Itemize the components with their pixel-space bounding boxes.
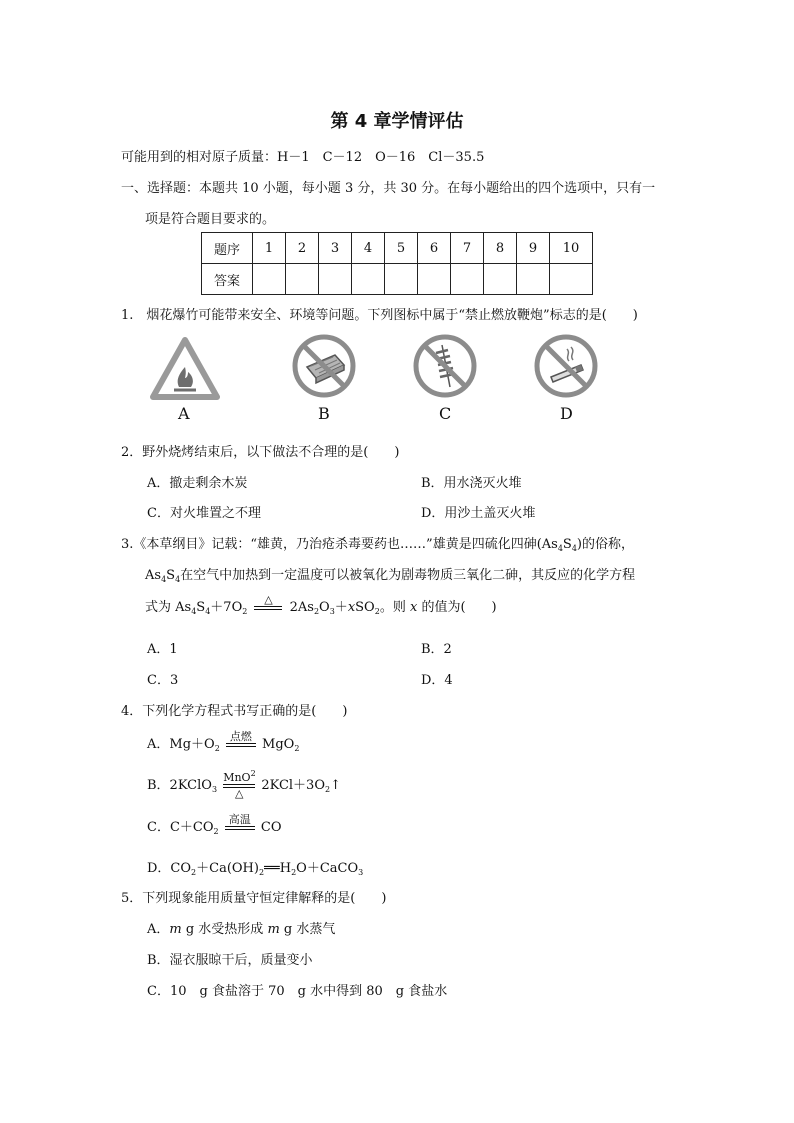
subscript: 2	[191, 868, 197, 877]
answer-cell[interactable]	[418, 264, 451, 295]
variable-m: m	[267, 922, 280, 937]
option-label-d: D	[560, 404, 573, 423]
answer-cell[interactable]	[253, 264, 286, 295]
eq-part: CO	[256, 820, 282, 835]
q3-line1-text: 3.《本草纲目》记载：“雄黄，乃治疮杀毒要药也……”雄黄是四硫化四砷(As	[121, 537, 558, 552]
eq-part: A．	[147, 922, 170, 937]
q2-option-d: D．用沙土盖灭火堆	[421, 506, 536, 521]
eq-part: C．C＋CO	[147, 820, 214, 835]
condition-text: 高温	[228, 813, 251, 826]
q2-text: 2．野外烧烤结束后，以下做法不合理的是( )	[121, 445, 400, 460]
q5-text: 5．下列现象能用质量守恒定律解释的是( )	[121, 891, 387, 906]
q2-option-c: C．对火堆置之不理	[147, 506, 261, 521]
answer-table-number: 1	[253, 233, 286, 264]
subscript: 2	[294, 744, 300, 753]
answer-table-number: 4	[352, 233, 385, 264]
reaction-condition-high-temp	[225, 814, 255, 841]
q3-line1: 3.《本草纲目》记载：“雄黄，乃治疮杀毒要药也……”雄黄是四硫化四砷$(As_4S_4)$的俗称，	[121, 537, 634, 553]
subscript: 2	[214, 744, 220, 753]
answer-table-header-label: 题序	[202, 233, 253, 264]
eq-part: ＋Ca(OH)	[196, 861, 259, 876]
answer-cell[interactable]	[385, 264, 418, 295]
answer-cell[interactable]	[517, 264, 550, 295]
q5-option-a	[147, 918, 335, 937]
subscript: 4	[205, 607, 211, 616]
answer-table-number: 8	[484, 233, 517, 264]
answer-cell[interactable]	[451, 264, 484, 295]
q1-text: 1. 烟花爆竹可能带来安全、环境等问题。下列图标中属于“禁止燃放鞭炮”标志的是( )	[121, 308, 638, 323]
answer-table-number: 6	[418, 233, 451, 264]
answer-cell[interactable]	[319, 264, 352, 295]
q5-option-c: C．10 g 食盐溶于 70 g 水中得到 80 g 食盐水	[147, 984, 448, 999]
subscript: 4	[191, 607, 197, 616]
q4-option-c	[147, 814, 281, 841]
section1-instructions-line2: 项是符合题目要求的。	[145, 212, 276, 227]
q3-line2-text: 在空气中加热到一定温度可以被氧化为剧毒物质三氧化二砷，其反应的化学方程	[180, 568, 636, 583]
eq-part: SO	[355, 600, 375, 615]
condition-text: 点燃	[229, 730, 252, 743]
reaction-condition-catalyst-heat	[223, 769, 256, 800]
variable-x: x	[347, 600, 356, 615]
variable-m: m	[169, 922, 182, 937]
eq-part: A．Mg＋O	[147, 737, 215, 752]
answer-table-answer-label: 答案	[202, 264, 253, 295]
condition-text: MnO	[223, 771, 251, 784]
eq-part: g 水受热形成	[181, 922, 268, 937]
q3-option-b: B．2	[421, 642, 452, 657]
option-label-b: B	[318, 404, 330, 423]
eq-part: 的值为( )	[417, 600, 497, 615]
q2-option-a: A．撤走剩余木炭	[147, 476, 248, 491]
eq-part: 。则	[379, 600, 410, 615]
answer-table-number: 3	[319, 233, 352, 264]
answer-cell[interactable]	[550, 264, 593, 295]
subscript: 2	[258, 868, 265, 877]
eq-part: B．2KClO	[147, 778, 212, 793]
q4-option-a	[147, 731, 299, 758]
q3-option-c: C．3	[147, 673, 179, 688]
subscript: 2	[213, 827, 219, 836]
superscript: 2	[250, 769, 256, 778]
eq-part: O＋CaCO	[296, 861, 359, 876]
answer-table	[201, 232, 593, 295]
q3-option-a: A．1	[147, 642, 178, 657]
subscript: 4	[557, 544, 563, 553]
subscript: 3	[358, 868, 364, 877]
variable-x: x	[409, 600, 418, 615]
answer-cell[interactable]	[352, 264, 385, 295]
flammable-warning-icon	[150, 337, 220, 401]
subscript: 2	[291, 868, 297, 877]
q4-option-b	[147, 769, 341, 800]
no-smoking-icon	[533, 333, 599, 399]
option-label-a: A	[178, 404, 190, 423]
eq-part: MgO	[257, 737, 295, 752]
eq-part: 式为 As	[145, 600, 192, 615]
section1-instructions-line1: 一、选择题：本题共 10 小题，每小题 3 分，共 30 分。在每小题给出的四个选项中，只有一	[121, 181, 656, 196]
condition-symbol: △	[234, 787, 244, 800]
atomic-mass-note: 可能用到的相对原子质量：H－1 C－12 O－16 Cl－35.5	[121, 150, 485, 165]
reaction-condition-ignite	[226, 731, 256, 758]
subscript: 2	[325, 785, 331, 794]
q2-option-b: B．用水浇灭火堆	[421, 476, 522, 491]
eq-part: g 水蒸气	[279, 922, 336, 937]
answer-table-number: 5	[385, 233, 418, 264]
subscript: 4	[161, 575, 167, 584]
eq-part: 2As	[285, 600, 314, 615]
subscript: 2	[313, 607, 320, 616]
q3-line1-end: )的俗称，	[576, 537, 634, 552]
condition-symbol: △	[264, 593, 273, 606]
eq-part: ══H	[264, 861, 292, 876]
eq-part: D．CO	[147, 861, 192, 876]
q5-option-b: B．湿衣服晾干后，质量变小	[147, 953, 313, 968]
eq-part: ＋7O	[210, 600, 243, 615]
q4-text: 4．下列化学方程式书写正确的是( )	[121, 704, 348, 719]
answer-table-number: 7	[451, 233, 484, 264]
q3-line3-equation: 式为 $As_4S_4+7O_2$ △ $2As_2O_3+xSO_2$。则 x 的值为( )	[145, 594, 497, 621]
subscript: 2	[242, 607, 248, 616]
eq-part: ＋	[334, 600, 348, 615]
answer-table-number: 9	[517, 233, 550, 264]
answer-cell[interactable]	[484, 264, 517, 295]
answer-table-header-row	[202, 233, 593, 264]
q3-line2: $As_4S_4$在空气中加热到一定温度可以被氧化为剧毒物质三氧化二砷，其反应的化学方程	[145, 568, 636, 584]
gas-arrow: ↑	[330, 778, 341, 793]
subscript: 4	[571, 544, 577, 553]
q4-option-d	[147, 857, 363, 876]
answer-table-number: 2	[286, 233, 319, 264]
no-firecrackers-icon	[412, 333, 478, 399]
answer-cell[interactable]	[286, 264, 319, 295]
eq-part: 2KCl＋3O	[257, 778, 325, 793]
page-title: 第 4 章学情评估	[330, 111, 464, 132]
subscript: 3	[211, 785, 218, 794]
answer-table-number: 10	[550, 233, 593, 264]
no-fireworks-box-icon	[291, 333, 357, 399]
subscript: 4	[175, 575, 181, 584]
option-label-c: C	[439, 404, 452, 423]
q3-option-d: D．4	[421, 673, 453, 688]
answer-table-answer-row	[202, 264, 593, 295]
reaction-condition-heat	[254, 594, 282, 621]
subscript: 2	[374, 607, 380, 616]
subscript: 3	[329, 607, 335, 616]
